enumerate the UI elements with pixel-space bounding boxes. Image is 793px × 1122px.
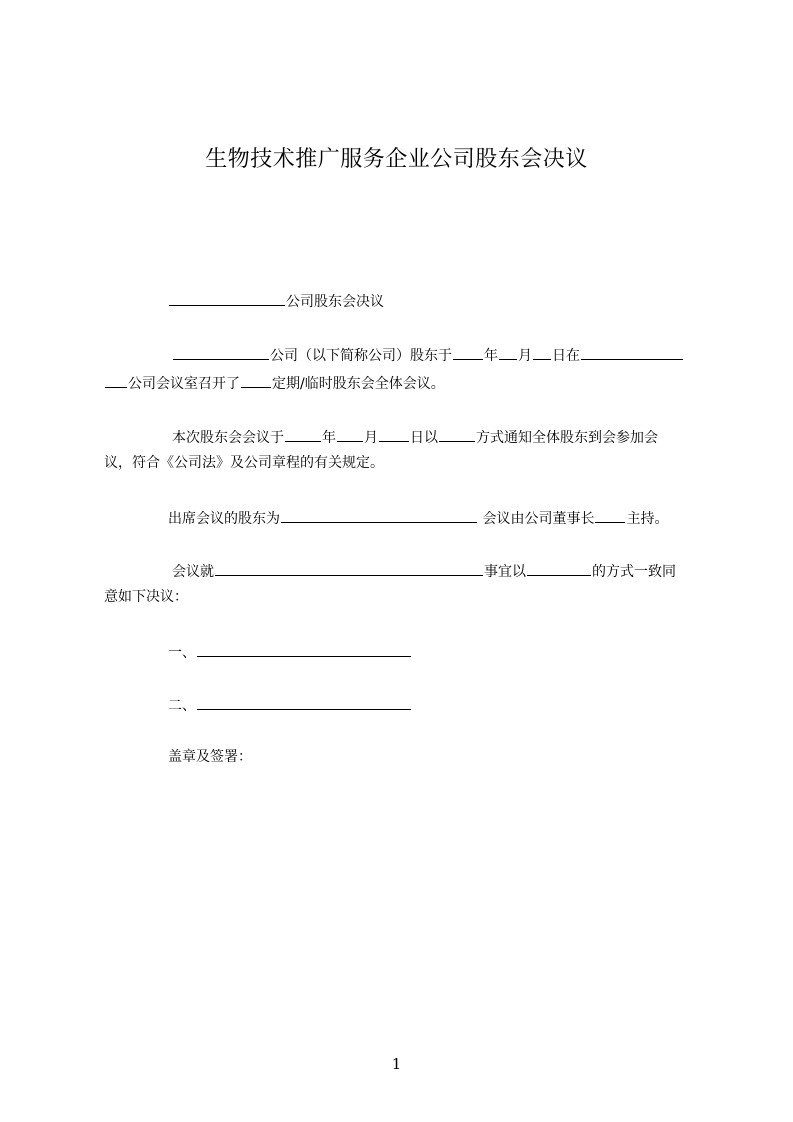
resolution-heading: [168, 290, 384, 312]
item1-blank[interactable]: [197, 641, 411, 657]
para4-text-1: 会议就: [172, 564, 214, 580]
para1-text-4: 日在: [552, 348, 580, 364]
location-blank[interactable]: [581, 344, 683, 360]
para2-text-1: 本次股东会会议于: [172, 430, 284, 446]
chairman-blank[interactable]: [595, 507, 625, 523]
shareholders-blank[interactable]: [281, 507, 477, 523]
resolution-item-1: [168, 641, 412, 663]
year-blank[interactable]: [285, 426, 321, 442]
blank[interactable]: [105, 372, 127, 388]
day-blank[interactable]: [533, 344, 551, 360]
para2-text-5: 方式通知全体股东到会参加会: [476, 430, 658, 446]
month-blank[interactable]: [499, 344, 517, 360]
page-number: 1: [391, 1055, 402, 1073]
item1-label: 一、: [168, 645, 196, 661]
month-blank[interactable]: [337, 426, 363, 442]
item2-label: 二、: [168, 698, 196, 714]
para1-text-6: 定期/临时股东会全体会议。: [272, 376, 445, 392]
blank[interactable]: [173, 344, 269, 360]
signature-label: 盖章及签署：: [168, 749, 252, 765]
para3-text-2: 会议由公司董事长: [482, 511, 595, 527]
para4-line2: [104, 587, 188, 607]
method-blank[interactable]: [439, 426, 475, 442]
para1-text-2: 年: [484, 348, 498, 364]
company-name-blank[interactable]: [169, 290, 285, 306]
matter-blank[interactable]: [215, 560, 483, 576]
para2-text-3: 月: [364, 430, 378, 446]
para3-line1: [168, 507, 668, 529]
para3-text-3: 主持。: [626, 511, 669, 527]
para2-text-4: 日以: [410, 430, 438, 446]
item2-blank[interactable]: [197, 694, 411, 710]
para1-line2: [104, 372, 445, 394]
para4-line1: [172, 560, 676, 582]
method-blank[interactable]: [527, 560, 591, 576]
para4-text-3: 的方式一致同: [592, 564, 676, 580]
para1-text-3: 月: [518, 348, 532, 364]
para3-text-1: 出席会议的股东为: [168, 511, 280, 527]
para2-text-6: 议，符合《公司法》及公司章程的有关规定。: [104, 455, 384, 471]
day-blank[interactable]: [379, 426, 409, 442]
para2-line1: [172, 426, 658, 448]
para4-text-2: 事宜以: [484, 564, 526, 580]
resolution-item-2: [168, 694, 412, 716]
para4-text-4: 意如下决议：: [104, 589, 188, 605]
para1-text-5: 公司会议室召开了: [128, 376, 240, 392]
para2-text-2: 年: [322, 430, 336, 446]
para1-line1: [172, 344, 684, 366]
year-blank[interactable]: [453, 344, 483, 360]
para1-text-1: 公司（以下简称公司）股东于: [270, 348, 452, 364]
document-title: 生物技术推广服务企业公司股东会决议: [205, 147, 588, 172]
para2-line2: [104, 453, 384, 473]
heading-text: 公司股东会决议: [286, 294, 384, 310]
blank[interactable]: [241, 372, 271, 388]
